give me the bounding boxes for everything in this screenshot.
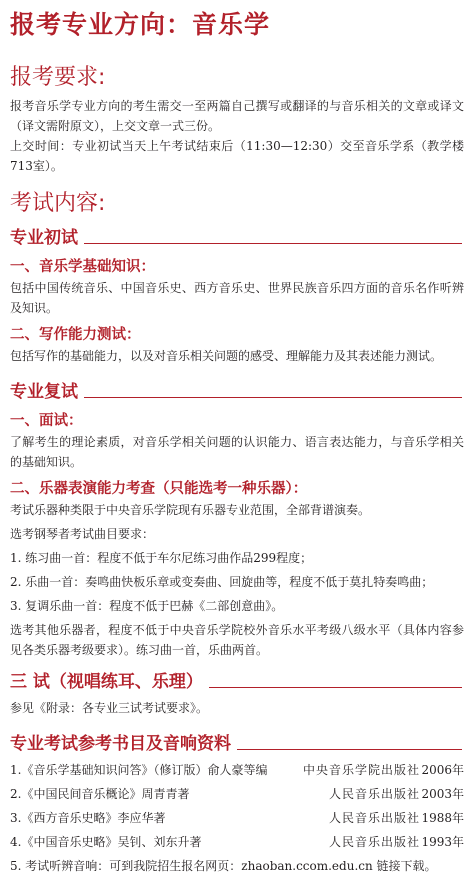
references-label: 专业考试参考书目及音响资料 xyxy=(10,734,231,754)
section-divider xyxy=(84,243,462,244)
reference-row xyxy=(10,782,464,806)
reference-title: 2.《中国民间音乐概论》周青青著 xyxy=(10,787,190,801)
piano-item: 2. 乐曲一首：奏鸣曲快板乐章或变奏曲、回旋曲等，程度不低于莫扎特奏鸣曲； xyxy=(10,575,434,589)
instrument-intro: 考试乐器种类限于中央音乐学院现有乐器专业范围，全部背谱演奏。 xyxy=(10,503,371,517)
reference-year: 2006年 xyxy=(421,763,464,777)
reference-title: 4.《中国音乐史略》吴钊、刘东升著 xyxy=(10,835,202,849)
reference-year: 1988年 xyxy=(421,811,464,825)
requirements-paragraph: 报考音乐学专业方向的考生需交一至两篇自己撰写或翻译的与音乐相关的文章或译文（译文需附原文），上交文章一式三份。 xyxy=(10,99,464,133)
reference-publisher: 人民音乐出版社 xyxy=(328,787,420,801)
initial-exam-section-header xyxy=(10,226,464,250)
reference-publisher: 中央音乐学院出版社 xyxy=(302,763,420,777)
reference-publisher: 人民音乐出版社 xyxy=(328,835,420,849)
reference-row xyxy=(10,806,464,830)
reference-list xyxy=(10,758,464,878)
exam-content-heading: 考试内容: xyxy=(10,191,106,216)
instrument-title: 二、乐器表演能力考查（只能选考一种乐器）： xyxy=(10,481,308,497)
writing-test-title: 二、写作能力测试： xyxy=(10,327,141,343)
reference-row xyxy=(10,830,464,854)
audio-download-note: 5. 考试听辨音响：可到我院招生报名网页：zhaoban.ccom.edu.cn 链接下载。 xyxy=(10,859,437,873)
interview-text: 了解考生的理论素质，对音乐学相关问题的认识能力、语言表达能力，与音乐学相关的基础知识。 xyxy=(10,435,464,469)
third-exam-text: 参见《附录：各专业三试考试要求》。 xyxy=(10,701,209,715)
other-instrument-text: 选考其他乐器者，程度不低于中央音乐学院校外音乐水平考级八级水平（具体内容参见各类乐器考级要求）。练习曲一首，乐曲两首。 xyxy=(10,623,464,657)
piano-item: 3. 复调乐曲一首：程度不低于巴赫《二部创意曲》。 xyxy=(10,599,284,613)
reference-title: 1.《音乐学基础知识问答》（修订版）俞人豪等编 xyxy=(10,763,268,777)
third-exam-section-header xyxy=(10,670,464,694)
section-divider xyxy=(84,397,462,398)
retest-section-header xyxy=(10,380,464,404)
section-divider xyxy=(209,687,462,688)
third-exam-label: 三 试（视唱练耳、乐理） xyxy=(10,672,203,692)
section-divider xyxy=(237,749,462,750)
reference-title: 3.《西方音乐史略》李应华著 xyxy=(10,811,166,825)
submission-time-paragraph: 上交时间：专业初试当天上午考试结束后（11:30—12:30）交至音乐学系（教学楼713室）。 xyxy=(10,139,464,173)
references-section-header xyxy=(10,732,464,756)
interview-title: 一、面试： xyxy=(10,413,83,429)
retest-label: 专业复试 xyxy=(10,382,78,402)
reference-publisher: 人民音乐出版社 xyxy=(328,811,420,825)
music-basics-title: 一、音乐学基础知识： xyxy=(10,259,155,275)
piano-intro: 选考钢琴者考试曲目要求： xyxy=(10,527,155,541)
music-basics-text: 包括中国传统音乐、中国音乐史、西方音乐史、世界民族音乐四方面的音乐名作听辨及知识。 xyxy=(10,281,464,315)
initial-exam-label: 专业初试 xyxy=(10,228,78,248)
writing-test-text: 包括写作的基础能力，以及对音乐相关问题的感受、理解能力及其表述能力测试。 xyxy=(10,349,443,363)
reference-year: 1993年 xyxy=(421,835,464,849)
page-title: 报考专业方向：音乐学 xyxy=(10,10,271,39)
piano-item: 1. 练习曲一首：程度不低于车尔尼练习曲作品299程度； xyxy=(10,551,313,565)
requirements-heading: 报考要求: xyxy=(10,65,106,90)
reference-year: 2003年 xyxy=(421,787,464,801)
reference-row xyxy=(10,758,464,782)
